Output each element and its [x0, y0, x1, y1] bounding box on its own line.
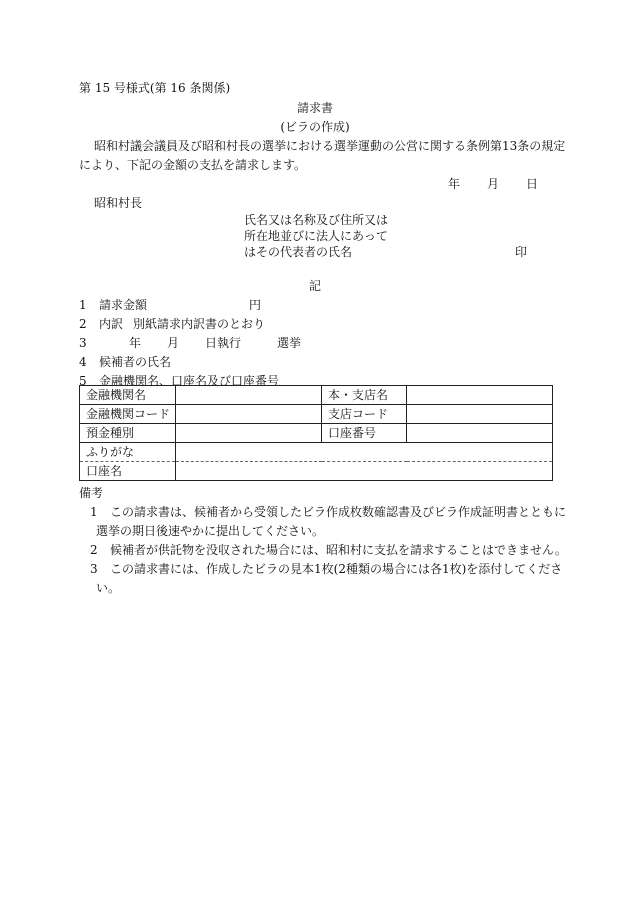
intro-line-1: 昭和村議会議員及び昭和村長の選挙における選挙運動の公営に関する条例第13条の規定: [94, 139, 566, 153]
deposit-type-field[interactable]: [176, 424, 322, 443]
table-row: [80, 405, 553, 424]
seal-mark: 印: [515, 245, 528, 259]
item-election-date: [79, 337, 301, 349]
amount-unit: 円: [249, 298, 262, 312]
election-month: 月: [167, 336, 180, 350]
item-candidate-name: [79, 356, 171, 368]
bank-name-label: 金融機関名: [80, 386, 176, 405]
table-row: [80, 424, 553, 443]
item-number: 3: [79, 336, 87, 350]
item-number: 4: [79, 355, 87, 369]
item-number: 1: [79, 298, 87, 312]
note-text: この請求書は、候補者から受領したビラ作成枚数確認書及びビラ作成証明書とともに: [110, 505, 567, 519]
item-breakdown: [79, 318, 265, 330]
bank-code-label: 金融機関コード: [80, 405, 176, 424]
branch-name-label: 本・支店名: [322, 386, 407, 405]
account-name-field[interactable]: [176, 462, 553, 481]
claimant-line-1: 氏名又は名称及び住所又は: [244, 213, 389, 227]
bank-name-field[interactable]: [176, 386, 322, 405]
item-claim-amount: [79, 299, 261, 311]
table-row: [80, 443, 553, 462]
note-3: [90, 563, 562, 575]
date-day: 日: [526, 177, 539, 191]
ki-heading: 記: [308, 279, 321, 293]
item-number: 2: [79, 317, 87, 331]
furigana-label: ふりがな: [80, 443, 176, 462]
note-1-continued: 選挙の期日後速やかに提出してください。: [96, 524, 325, 538]
date-line: [448, 178, 538, 190]
intro-line-2: により、下記の金額の支払を請求します。: [79, 158, 307, 172]
item-label: 候補者の氏名: [99, 355, 172, 369]
bank-code-field[interactable]: [176, 405, 322, 424]
note-number: 3: [90, 562, 98, 576]
election-year: 年: [129, 336, 142, 350]
form-number: 第 15 号様式(第 16 条関係): [79, 81, 231, 95]
account-name-label: 口座名: [80, 462, 176, 481]
table-row: [80, 462, 553, 481]
note-number: 1: [90, 505, 98, 519]
note-text: この請求書には、作成したビラの見本1枚(2種類の場合には各1枚)を添付してくださ: [110, 562, 563, 576]
claimant-line-3: はその代表者の氏名: [244, 245, 353, 259]
notes-heading: 備考: [79, 486, 104, 500]
deposit-type-label: 預金種別: [80, 424, 176, 443]
branch-name-field[interactable]: [407, 386, 553, 405]
date-month: 月: [487, 177, 500, 191]
furigana-field[interactable]: [176, 443, 553, 462]
table-row: [80, 386, 553, 405]
note-2: [90, 544, 567, 556]
claimant-line-2: 所在地並びに法人にあって: [244, 229, 388, 243]
branch-code-field[interactable]: [407, 405, 553, 424]
bank-info-table: [79, 385, 553, 481]
account-number-field[interactable]: [407, 424, 553, 443]
election-day: 日執行: [205, 336, 242, 350]
addressee: 昭和村長: [94, 196, 143, 210]
account-number-label: 口座番号: [322, 424, 407, 443]
branch-code-label: 支店コード: [322, 405, 407, 424]
document-title: 請求書: [296, 101, 333, 115]
item-label: 請求金額: [99, 298, 148, 312]
item-label: 内訳: [99, 317, 124, 331]
note-text: 候補者が供託物を没収された場合には、昭和村に支払を請求することはできません。: [110, 543, 567, 557]
note-3-continued: い。: [96, 581, 121, 595]
election-label: 選挙: [277, 336, 302, 350]
date-year: 年: [448, 177, 461, 191]
document-subtitle: (ビラの作成): [280, 120, 350, 134]
note-1: [90, 506, 566, 518]
note-number: 2: [90, 543, 98, 557]
item-number: 5: [79, 374, 87, 388]
item-label: 金融機関名、口座名及び口座番号: [99, 374, 280, 388]
item-value: 別紙請求内訳書のとおり: [133, 317, 266, 331]
